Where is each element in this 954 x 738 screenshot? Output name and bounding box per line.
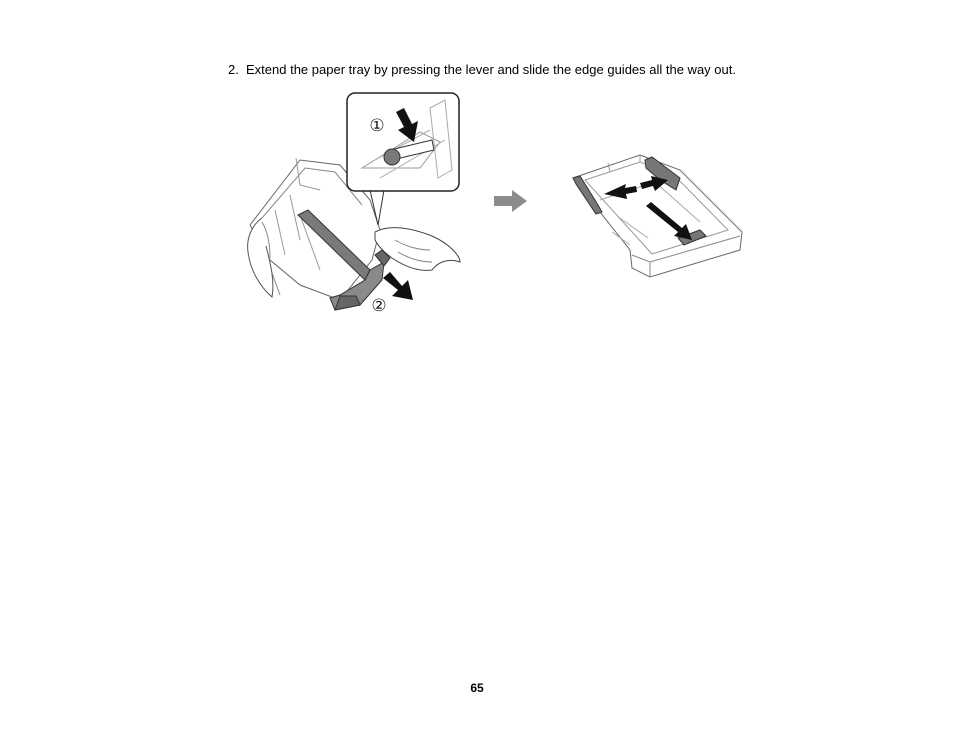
callout-box bbox=[347, 93, 459, 191]
right-illustration bbox=[573, 155, 742, 277]
lever-knob bbox=[384, 149, 400, 165]
callout-1-label: ① bbox=[369, 116, 385, 136]
page-number: 65 bbox=[470, 681, 484, 695]
callout-2-label: ② bbox=[371, 296, 387, 316]
step-number: 2. bbox=[228, 62, 239, 77]
tray-pull-arrow-icon bbox=[383, 272, 413, 300]
step-text: Extend the paper tray by pressing the lever and slide the edge guides all the way out. bbox=[246, 62, 736, 77]
transition-arrow-icon bbox=[494, 190, 527, 212]
